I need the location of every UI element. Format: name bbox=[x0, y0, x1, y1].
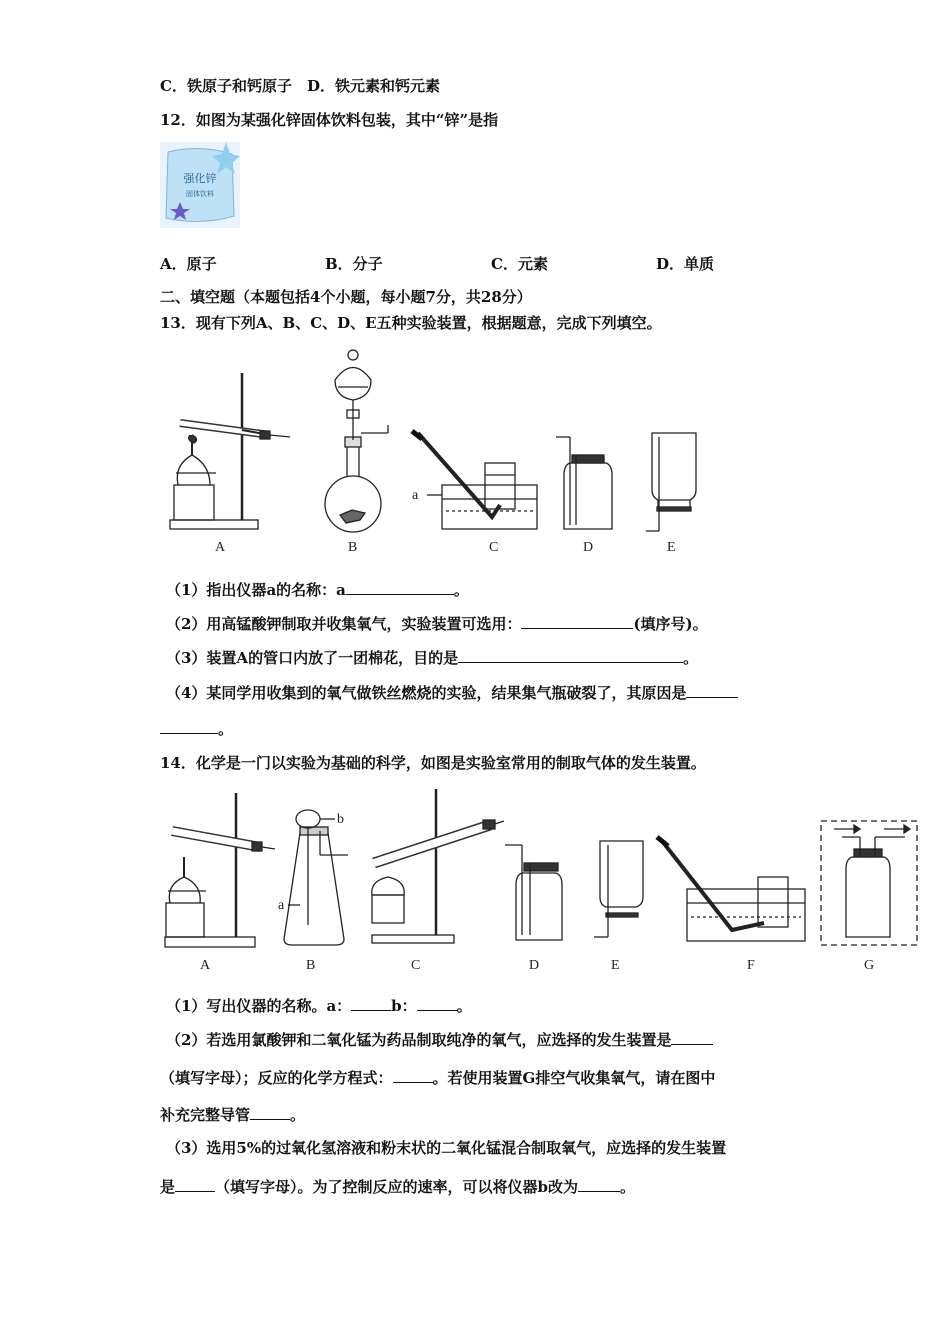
q13-part3-blank[interactable] bbox=[458, 647, 683, 663]
q14-label-e: E bbox=[611, 958, 620, 973]
q14-apparatus-d bbox=[505, 845, 562, 973]
q13-part3-text: （3）装置A的管口内放了一团棉花，目的是 bbox=[166, 649, 459, 667]
q13-apparatus-c bbox=[412, 431, 537, 555]
q13-part1-blank[interactable] bbox=[346, 579, 454, 595]
q14-label-d: D bbox=[529, 958, 540, 973]
q14-part2-cont bbox=[160, 1067, 715, 1088]
q14-part2-text-d: 补充完整导管 bbox=[160, 1106, 251, 1124]
q13-part4 bbox=[166, 682, 738, 703]
q13-part4-cont bbox=[160, 718, 233, 739]
q13-part4-end: 。 bbox=[218, 720, 234, 738]
q14-apparatus-f bbox=[657, 837, 805, 973]
q14-part2-text-c: 。若使用装置G排空气收集氧气，请在图中 bbox=[432, 1069, 716, 1087]
package-title: 强化锌 bbox=[183, 172, 217, 185]
q14-label-g: G bbox=[864, 958, 875, 973]
q14-part2-blank-3[interactable] bbox=[250, 1104, 290, 1120]
q14-part2-text-b: （填写字母）；反应的化学方程式： bbox=[160, 1069, 393, 1087]
q14-label-b: B bbox=[306, 958, 316, 973]
q14-part1-text-a: （1）写出仪器的名称。a： bbox=[166, 997, 352, 1015]
q14-part1-blank-a[interactable] bbox=[351, 995, 391, 1011]
q13-part4-blank-2[interactable] bbox=[160, 718, 218, 734]
q14-stem: 14．化学是一门以实验为基础的科学，如图是实验室常用的制取气体的发生装置。 bbox=[160, 754, 706, 772]
q14-part2-text-a: （2）若选用氯酸钾和二氧化锰为药品制取纯净的氧气，应选择的发生装置是 bbox=[166, 1031, 672, 1049]
q14-part3-text-c: （填写字母）。为了控制反应的速率，可以将仪器b改为 bbox=[215, 1178, 579, 1196]
q12-option-d: D．单质 bbox=[656, 255, 715, 273]
q13-apparatus-a bbox=[170, 373, 290, 555]
q14-part1-blank-b[interactable] bbox=[417, 995, 457, 1011]
q13-label-e: E bbox=[667, 540, 676, 555]
q13-a-marker: a bbox=[412, 488, 419, 503]
q14-part3-blank-1[interactable] bbox=[175, 1176, 215, 1192]
zinc-drink-package-image bbox=[160, 142, 240, 228]
q14-part3-cont bbox=[160, 1176, 635, 1197]
q13-apparatus-figure bbox=[160, 345, 720, 560]
q13-part2-blank[interactable] bbox=[521, 613, 633, 629]
q14-part2-blank-2[interactable] bbox=[393, 1067, 433, 1083]
q13-part3 bbox=[166, 647, 698, 668]
q14-apparatus-e bbox=[594, 841, 643, 973]
q14-label-c: C bbox=[411, 958, 421, 973]
section2-title: 二、填空题（本题包括4个小题，每小题7分，共28分） bbox=[160, 288, 532, 306]
q13-part1 bbox=[166, 579, 469, 600]
q14-part2-cont2 bbox=[160, 1104, 305, 1125]
q14-a-marker: a bbox=[278, 898, 285, 913]
q14-label-a: A bbox=[200, 958, 211, 973]
q14-part2-end: 。 bbox=[290, 1106, 306, 1124]
q13-part2-end: (填序号)。 bbox=[633, 615, 708, 633]
q14-part3-blank-2[interactable] bbox=[578, 1176, 620, 1192]
q14-apparatus-figure bbox=[160, 785, 920, 975]
q13-apparatus-e bbox=[646, 433, 696, 555]
q13-label-b: B bbox=[348, 540, 358, 555]
q14-part2-blank-1[interactable] bbox=[671, 1029, 713, 1045]
q14-apparatus-c bbox=[372, 789, 504, 973]
q14-part1-text-b: b： bbox=[391, 997, 417, 1015]
q13-label-c: C bbox=[489, 540, 499, 555]
q13-part2-text: （2）用高锰酸钾制取并收集氧气，实验装置可选用： bbox=[166, 615, 522, 633]
q14-part1 bbox=[166, 995, 472, 1016]
q14-b-marker: b bbox=[337, 812, 344, 827]
q13-part4-blank-1[interactable] bbox=[686, 682, 738, 698]
q12-option-c: C．元素 bbox=[491, 255, 548, 273]
q13-part2 bbox=[166, 613, 708, 634]
q14-label-f: F bbox=[747, 958, 755, 973]
q14-part3-text-b: 是 bbox=[160, 1178, 176, 1196]
q11-options-cd: C．铁原子和钙原子 D．铁元素和钙元素 bbox=[160, 77, 440, 95]
q12-option-b: B．分子 bbox=[325, 255, 383, 273]
q14-part2 bbox=[166, 1029, 713, 1050]
q13-stem: 13．现有下列A、B、C、D、E五种实验装置，根据题意，完成下列填空。 bbox=[160, 314, 662, 332]
q13-apparatus-b bbox=[325, 350, 388, 555]
q13-part1-text: （1）指出仪器a的名称：a bbox=[166, 581, 346, 599]
q12-stem: 12．如图为某强化锌固体饮料包装，其中“锌”是指 bbox=[160, 111, 499, 129]
q14-apparatus-b bbox=[278, 810, 348, 973]
package-subtitle: 固体饮料 bbox=[186, 190, 214, 198]
q13-part4-text: （4）某同学用收集到的氧气做铁丝燃烧的实验，结果集气瓶破裂了，其原因是 bbox=[166, 684, 687, 702]
q13-part3-end: 。 bbox=[683, 649, 699, 667]
q13-part1-end: 。 bbox=[453, 581, 469, 599]
q13-apparatus-d bbox=[556, 437, 612, 555]
q14-apparatus-a bbox=[165, 793, 275, 973]
q14-apparatus-g bbox=[821, 821, 917, 973]
q14-part1-end: 。 bbox=[456, 997, 472, 1015]
q13-label-a: A bbox=[215, 540, 226, 555]
q14-part3: （3）选用5%的过氧化氢溶液和粉末状的二氧化锰混合制取氧气，应选择的发生装置 bbox=[166, 1139, 727, 1157]
q13-label-d: D bbox=[583, 540, 594, 555]
q14-part3-end: 。 bbox=[620, 1178, 636, 1196]
q12-option-a: A．原子 bbox=[160, 255, 217, 273]
